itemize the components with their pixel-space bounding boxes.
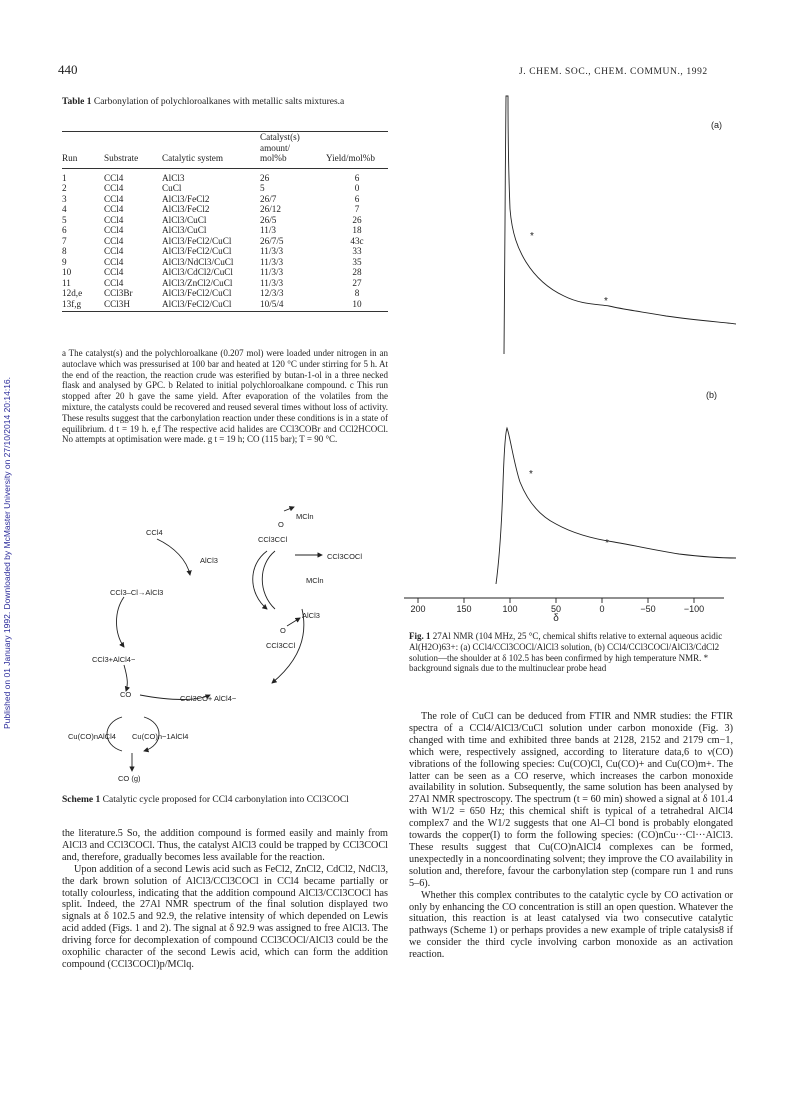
cell-amount: 5: [260, 183, 265, 193]
cell-substrate: CCl4: [104, 235, 124, 246]
cell-system: AlCl3/CuCl: [162, 225, 207, 235]
header-catalyst-1: Catalyst(s): [260, 132, 326, 143]
cell-run: 6: [62, 225, 67, 235]
cell-amount: 10/5/4: [260, 299, 326, 312]
cell-amount: 11/3: [260, 225, 276, 235]
publisher-sidebar: [0, 0, 14, 1105]
cell-system: AlCl3/FeCl2: [162, 204, 210, 214]
header-catalyst-2: amount/: [260, 142, 291, 153]
table-row: [62, 236, 388, 247]
cell-amount: 11/3/3: [260, 267, 284, 277]
table-row: [62, 278, 388, 289]
sidebar-text: Published on 01 January 1992. Downloaded by McMaster University on 27/10/2014 20:14:16.: [2, 376, 12, 729]
axis-tick-label: −100: [683, 604, 705, 614]
page-number: 440: [58, 62, 78, 77]
axis-label-delta: δ: [553, 613, 559, 624]
cell-run: 2: [62, 183, 67, 193]
cell-substrate: CCl4: [104, 277, 124, 288]
table-row: [62, 267, 388, 278]
cell-substrate: CCl4: [104, 256, 124, 267]
cell-system: AlCl3: [162, 172, 185, 183]
cell-system: AlCl3/FeCl2/CuCl: [162, 246, 232, 256]
figure-caption-text: 27Al NMR (104 MHz, 25 °C, chemical shifts relative to external aqueous acidic Al(H2O)63+: (a) CCl4/CCl3COCl/AlCl3 solution, (b) CCl4/CCl3COCl/AlCl3/CdCl2 solution—the shoulder at δ 102.5 has been confirmed by high temperature NMR. * background signals due to the multinuclear probe head: [409, 631, 723, 674]
cell-run: 4: [62, 204, 67, 214]
cell-system: AlCl3/FeCl2/CuCl: [162, 288, 232, 298]
running-head: J. CHEM. SOC., CHEM. COMMUN., 1992: [519, 67, 708, 77]
axis-tick-label: 50: [550, 604, 562, 614]
cell-substrate: CCl4: [104, 267, 124, 277]
table-footnote: a The catalyst(s) and the polychloroalkane (0.207 mol) were loaded under nitrogen in an autoclave which was pressurised at 100 bar and heated at 120 °C under stirring for 5 h. At the end of the reaction, the reaction crude was esterified by butan-1-ol in a three necked flask and analysed by GPC. b Related to initial polychloroalkane compound. c This run stopped after 20 h gave the same yield. After evaporation of the volatiles from the mixture, the catalysts could be recovered and reused several times without loss of activity. These results suggest that the carbonylation reaction under these conditions is in a state of equilibrium. d t = 19 h. e,f The respective acid halides are CCl3COBr and CCl2HCOCl. No attempts at optimisation were made. g t = 19 h; CO (115 bar); T = 90 °C.: [62, 348, 388, 445]
star-b-1: *: [529, 469, 533, 480]
table-row: [62, 194, 388, 205]
scheme-label-ccl3-plus: CCl3+AlCl4−: [92, 655, 136, 664]
header-run: Run: [62, 153, 78, 163]
cell-amount: 26/5: [260, 214, 277, 225]
cell-amount: 26/12: [260, 204, 281, 214]
scheme-1-diagram: [62, 505, 388, 790]
cell-run: 9: [62, 256, 67, 267]
cell-run: 10: [62, 267, 72, 277]
table-row: [62, 225, 388, 236]
table-row: [62, 204, 388, 215]
right-paragraph-1: The role of CuCl can be deduced from FTIR and NMR studies: the FTIR spectra of a CCl4/AlCl3/CuCl solution under carbon monoxide (Fig. 3) changed with time and exhibited three bands at 2128, 2152 and 2179 cm−1, which were, respectively assigned, according to literature data,6 to ν(CO) vibrations of the following species: Cu(CO)Cl, Cu(CO)+ and Cu(CO)m+. The latter can be seen as a CO reserve, which increases the carbon monoxide availability in solution. Subsequently, the same solution has been analysed by 27Al NMR spectroscopy. The spectrum (t = 60 min) showed a signal at δ 101.4 with W1/2 = 650 Hz; this chemical shift is typical of a tetrahedral AlCl4 complex7 and the W1/2 suggests that one Al–Cl bond is probably elongated towards the copper(I) to form the following species: (CO)nCu···Cl···AlCl3. These results suggest that Cu(CO)nAlCl4 complexes can be formed, unexpectedly in a noncoordinating solvent; they improve the CO availability in solution and, therefore, favour the carbonylation step (compare run 1 and runs 5–6).: [409, 711, 733, 889]
cell-substrate: CCl4: [104, 225, 124, 235]
scheme-label-ccl3ccl-top: CCl3CCl: [258, 535, 288, 544]
axis-tick-label: 100: [502, 604, 518, 614]
scheme-caption: [62, 795, 388, 806]
scheme-label-cu-co-n1: Cu(CO)n−1AlCl4: [132, 732, 189, 741]
cell-system: CuCl: [162, 183, 182, 193]
cell-substrate: CCl4: [104, 214, 124, 225]
scheme-label-ccl4: CCl4: [146, 528, 163, 537]
scheme-label-co: CO: [120, 690, 132, 699]
header-system: Catalytic system: [162, 153, 223, 163]
cell-amount: 11/3/3: [260, 277, 284, 288]
cell-substrate: CCl4: [104, 204, 124, 214]
scheme-label-ccl3cocl: CCl3COCl: [327, 552, 363, 561]
table-row: [62, 299, 388, 312]
cell-yield: 6: [354, 193, 360, 204]
cell-run: 7: [62, 235, 67, 246]
table-label: Table 1: [62, 97, 92, 107]
scheme-label-ccl3co-plus: CCl3CO+ AlCl4−: [180, 694, 237, 703]
cell-system: AlCl3/FeCl2: [162, 193, 210, 204]
cell-system: AlCl3/NdCl3/CuCl: [162, 256, 234, 267]
cell-run: 1: [62, 172, 67, 183]
cell-yield: 7: [354, 204, 360, 214]
cell-yield: 8: [354, 288, 360, 298]
cell-system: AlCl3/ZnCl2/CuCl: [162, 277, 233, 288]
cell-substrate: CCl4: [104, 172, 124, 183]
cell-run: 8: [62, 246, 67, 256]
table-row: [62, 257, 388, 268]
table-row: [62, 183, 388, 194]
scheme-label-o-top: O: [278, 520, 284, 529]
figure-caption-label: Fig. 1: [409, 631, 431, 641]
axis-tick-label: 200: [410, 604, 426, 614]
panel-b-label: (b): [706, 390, 717, 400]
header-catalyst-3: mol%b: [260, 153, 287, 163]
left-column-text: [62, 828, 388, 971]
table-row: [62, 288, 388, 299]
cell-system: AlCl3/CdCl2/CuCl: [162, 267, 233, 277]
cell-substrate: CCl3H: [104, 299, 162, 312]
cell-substrate: CCl4: [104, 183, 124, 193]
figure-caption: [409, 631, 733, 674]
axis-tick-label: −50: [640, 604, 656, 614]
cell-amount: 11/3/3: [260, 256, 284, 267]
left-paragraph-2: Upon addition of a second Lewis acid such as FeCl2, ZnCl2, CdCl2, NdCl3, the dark brown solution of AlCl3/CCl3COCl in CCl4 became partially or totally colourless, indicating that the addition compound AlCl3/CCl3COCl has split. Indeed, the 27Al NMR spectrum of the final solution displayed two signals at δ 102.5 and 92.9, the relative intensity of which depended on Lewis acid added (Figs. 1 and 2). The signal at δ 92.9 was assigned to free AlCl3. The driving force for decomplexation of compound CCl3COCl/AlCl3 could be the oxophilic character of the second Lewis acid, which can form the addition compound (CCl3COCl)p/MClq.: [62, 863, 388, 970]
star-b-2: *: [605, 538, 609, 549]
cell-run: 13f,g: [62, 299, 104, 312]
scheme-label-cu-co-n: Cu(CO)nAlCl4: [68, 732, 116, 741]
table-row: [62, 215, 388, 226]
cell-run: 11: [62, 277, 71, 288]
cell-yield: 27: [352, 277, 362, 288]
cell-yield: 10: [326, 299, 388, 312]
right-paragraph-2: Whether this complex contributes to the catalytic cycle by CO activation or only by enhancing the CO concentration is still an open question. Whatever the situation, this reaction is at least catalysed via two consecutive catalytic pathways (Scheme 1) or perhaps provides a new example of triple catalysis8 if we consider the third cycle involving carbon monoxide as an activation reaction.: [409, 889, 733, 961]
right-column-text: [409, 711, 733, 961]
cell-substrate: CCl3Br: [104, 288, 133, 298]
scheme-caption-label: Scheme 1: [62, 795, 101, 805]
scheme-label-ccl3ccl-mid: CCl3CCl: [266, 641, 296, 650]
table-1: [62, 131, 388, 312]
spectrum-a-trace: [504, 96, 736, 354]
star-a-2: *: [604, 296, 608, 307]
cell-amount: 26/7: [260, 193, 277, 204]
scheme-label-alcl3-a: AlCl3: [200, 556, 218, 565]
header-substrate: Substrate: [104, 153, 139, 163]
cell-system: AlCl3/CuCl: [162, 214, 207, 225]
scheme-label-mcln: MCln: [306, 576, 324, 585]
cell-system: AlCl3/FeCl2/CuCl: [162, 235, 232, 246]
cell-substrate: CCl4: [104, 193, 124, 204]
cell-run: 3: [62, 193, 67, 204]
scheme-label-ccl3-cl-alcl3: CCl3–Cl→AlCl3: [110, 588, 164, 597]
table-caption: [62, 97, 388, 108]
cell-amount: 11/3/3: [260, 246, 284, 256]
axis-tick-label: 150: [456, 604, 472, 614]
star-a-1: *: [530, 231, 534, 242]
panel-a-label: (a): [711, 120, 722, 130]
cell-yield: 28: [352, 267, 362, 277]
cell-yield: 6: [354, 172, 360, 183]
scheme-label-o-mid: O: [280, 626, 286, 635]
scheme-label-mcln-top: MCln: [296, 512, 314, 521]
table-row: [62, 246, 388, 257]
spectrum-b-trace: [496, 428, 736, 584]
cell-substrate: CCl4: [104, 246, 124, 256]
table-row: [62, 168, 388, 183]
left-paragraph-1: the literature.5 So, the addition compound is formed easily and mainly from AlCl3 and CCl3COCl. Thus, the catalyst AlCl3 could be trapped by CCl3COCl and, therefore, gradually becomes less available for the reaction.: [62, 828, 388, 863]
cell-run: 5: [62, 214, 67, 225]
cell-amount: 26: [260, 172, 270, 183]
scheme-label-alcl3-b: AlCl3: [302, 611, 320, 620]
table-caption-text: Carbonylation of polychloroalkanes with metallic salts mixtures.a: [93, 97, 345, 107]
cell-amount: 12/3/3: [260, 288, 284, 298]
header-yield: Yield/mol%b: [326, 153, 375, 163]
scheme-caption-text: Catalytic cycle proposed for CCl4 carbonylation into CCl3COCl: [102, 795, 349, 805]
cell-yield: 18: [352, 225, 362, 235]
cell-yield: 0: [354, 183, 360, 193]
cell-amount: 26/7/5: [260, 235, 284, 246]
axis-tick-label: 0: [599, 604, 605, 614]
cell-yield: 35: [352, 256, 362, 267]
cell-yield: 33: [352, 246, 362, 256]
cell-yield: 26: [352, 214, 362, 225]
scheme-label-co-g: CO (g): [118, 774, 141, 783]
cell-run: 12d,e: [62, 288, 83, 298]
figure-1-nmr-spectra: [404, 84, 736, 624]
cell-system: AlCl3/FeCl2/CuCl: [162, 299, 260, 312]
cell-yield: 43c: [350, 235, 364, 246]
